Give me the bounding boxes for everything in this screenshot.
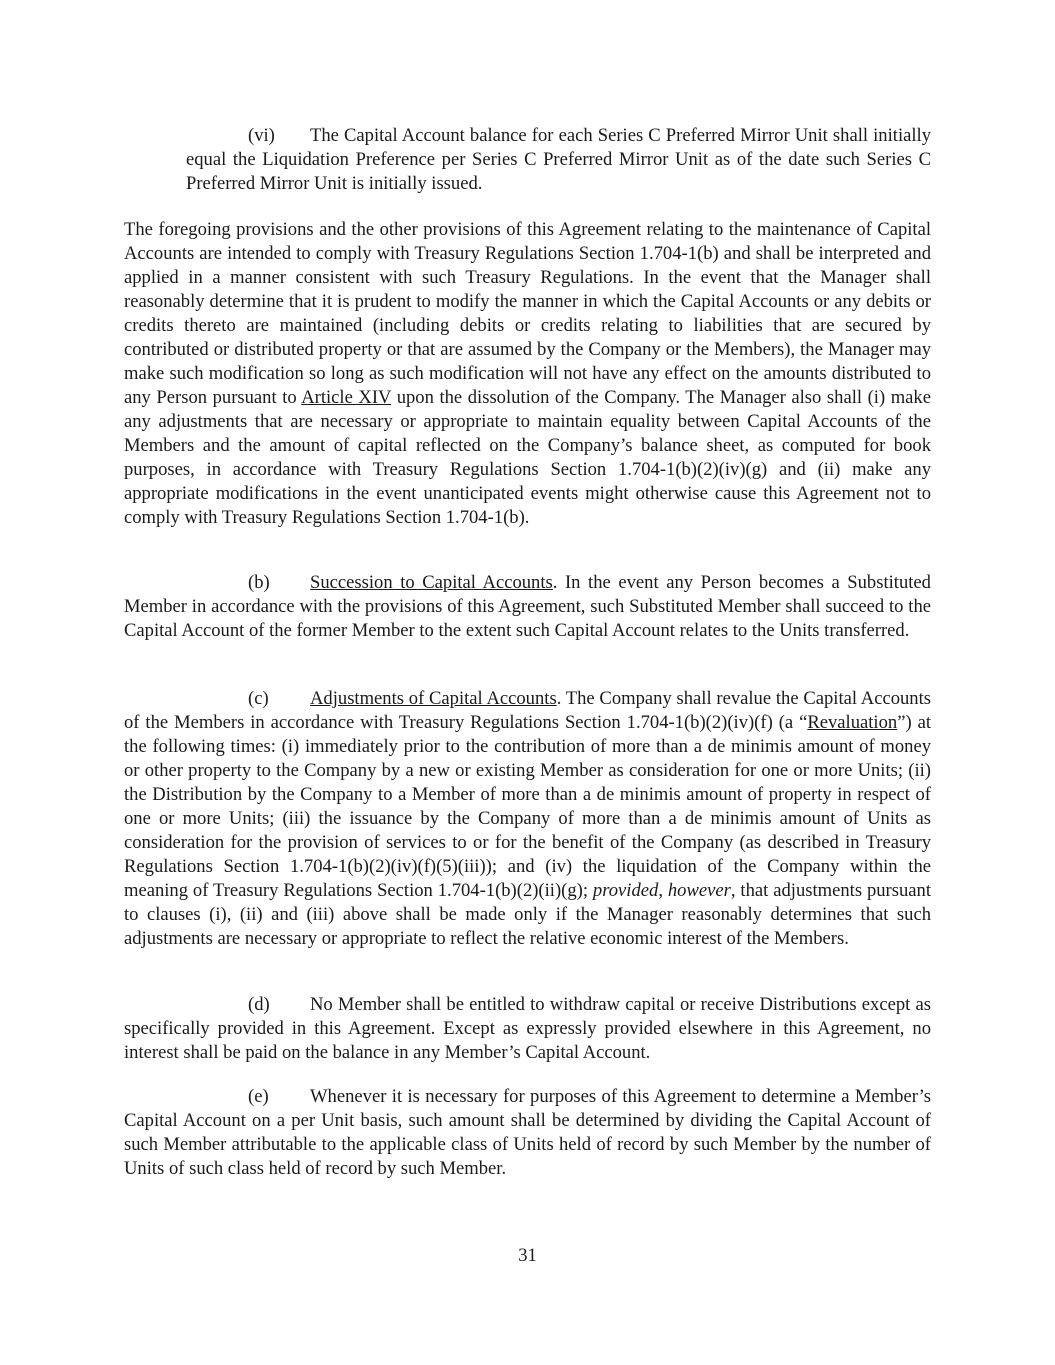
paragraph-d-number: (d) bbox=[248, 994, 270, 1015]
paragraph-b-number: (b) bbox=[248, 572, 270, 593]
paragraph-foregoing bbox=[124, 218, 931, 530]
paragraph-vi-text: The Capital Account balance for each Series C Preferred Mirror Unit shall initially equal the Liquidation Preference per Series C Preferred Mirror Unit as of the date such Series C Preferred Mirror Unit is initially issued. bbox=[186, 125, 931, 194]
revaluation-defined-term: Revaluation bbox=[807, 712, 898, 733]
paragraph-c-text-1: . The Company shall revalue the Capital Accounts of the Members in accordance with Treasury Regulations Section 1.704-1(b)(2)(iv)(f) (a “ bbox=[124, 688, 931, 733]
paragraph-b-heading: Succession to Capital Accounts bbox=[310, 572, 553, 593]
article-xiv-reference: Article XIV bbox=[301, 387, 392, 408]
paragraph-d bbox=[124, 993, 931, 1065]
paragraph-e-text: Whenever it is necessary for purposes of this Agreement to determine a Member’s Capital Account on a per Unit basis, such amount shall be determined by dividing the Capital Account of such Member attributable to the applicable class of Units held of record by such Member by the number of Units of such class held of record by such Member. bbox=[124, 1086, 931, 1179]
provided-italic: provided bbox=[592, 880, 659, 901]
paragraph-vi bbox=[186, 124, 931, 196]
foregoing-text-2: upon the dissolution of the Company. The Manager also shall (i) make any adjustments that are necessary or appropriate to maintain equality between Capital Accounts of the Members and the amount of capital reflected on the Company’s balance sheet, as computed for book purposes, in accordance with Treasury Regulations Section 1.704-1(b)(2)(iv)(g) and (ii) make any appropriate modifications in the event unanticipated events might otherwise cause this Agreement not to comply with Treasury Regulations Section 1.704-1(b). bbox=[124, 387, 931, 528]
foregoing-text-1: The foregoing provisions and the other provisions of this Agreement relating to the maintenance of Capital Accounts are intended to comply with Treasury Regulations Section 1.704-1(b) and shall be interpreted and applied in a manner consistent with such Treasury Regulations. In the event that the Manager shall reasonably determine that it is prudent to modify the manner in which the Capital Accounts or any debits or credits thereto are maintained (including debits or credits relating to liabilities that are secured by contributed or distributed property or that are assumed by the Company or the Members), the Manager may make such modification so long as such modification will not have any effect on the amounts distributed to any Person pursuant to bbox=[124, 219, 931, 408]
paragraph-b-text: . In the event any Person becomes a Substituted Member in accordance with the provisions of this Agreement, such Substituted Member shall succeed to the Capital Account of the former Member to the extent such Capital Account relates to the Units transferred. bbox=[124, 572, 931, 641]
paragraph-d-text: No Member shall be entitled to withdraw capital or receive Distributions except as specifically provided in this Agreement. Except as expressly provided elsewhere in this Agreement, no interest shall be paid on the balance in any Member’s Capital Account. bbox=[124, 994, 931, 1063]
however-italic: however bbox=[667, 880, 731, 901]
paragraph-c-text-3: , that adjustments pursuant to clauses (i), (ii) and (iii) above shall be made only if the Manager reasonably determines that such adjustments are necessary or appropriate to reflect the relative economic interest of the Members. bbox=[124, 880, 931, 949]
paragraph-c-heading: Adjustments of Capital Accounts bbox=[310, 688, 557, 709]
paragraph-e bbox=[124, 1085, 931, 1181]
page-number: 31 bbox=[518, 1245, 537, 1266]
paragraph-e-number: (e) bbox=[248, 1086, 269, 1107]
paragraph-c-number: (c) bbox=[248, 688, 269, 709]
paragraph-c bbox=[124, 687, 931, 951]
paragraph-c-comma: , bbox=[658, 880, 668, 901]
paragraph-b bbox=[124, 571, 931, 643]
paragraph-vi-number: (vi) bbox=[248, 125, 275, 146]
paragraph-c-text-2: ”) at the following times: (i) immediately prior to the contribution of more than a de minimis amount of money or other property to the Company by a new or existing Member as consideration for one or more Units; (ii) the Distribution by the Company to a Member of more than a de minimis amount of property in respect of one or more Units; (iii) the issuance by the Company of more than a de minimis amount of Units as consideration for the provision of services to or for the benefit of the Company (as described in Treasury Regulations Section 1.704-1(b)(2)(iv)(f)(5)(iii)); and (iv) the liquidation of the Company within the meaning of Treasury Regulations Section 1.704-1(b)(2)(ii)(g); bbox=[124, 712, 931, 901]
